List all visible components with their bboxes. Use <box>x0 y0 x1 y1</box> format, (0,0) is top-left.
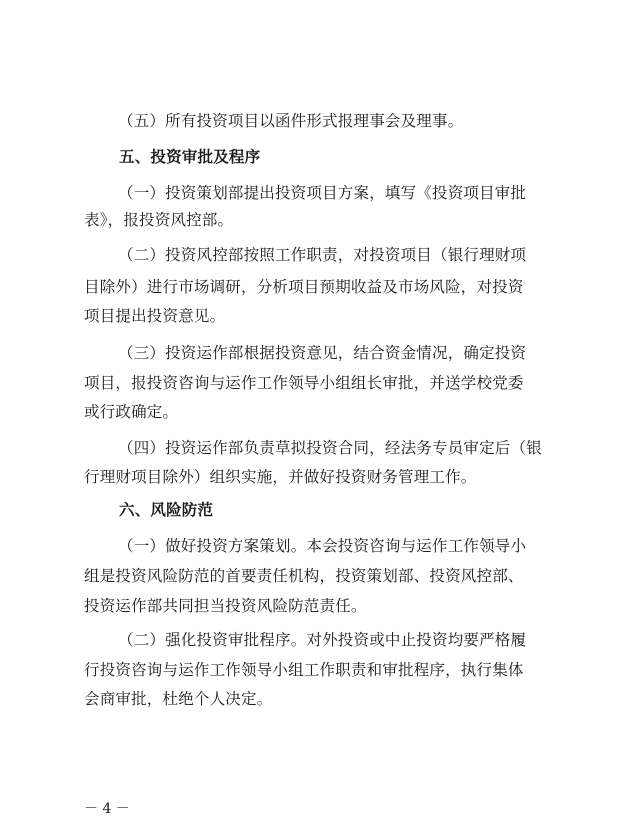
section-heading: 五、投资审批及程序 <box>119 148 261 166</box>
paragraph-line: （三）投资运作部根据投资意见，结合资金情况，确定投资 <box>118 344 527 362</box>
paragraph-line: 项目，报投资咨询与运作工作领导小组组长审批，并送学校党委 <box>84 374 524 392</box>
paragraph-line: （四）投资运作部负责草拟投资合同，经法务专员审定后（银 <box>118 439 542 457</box>
paragraph-line: （二）投资风控部按照工作职责，对投资项目（银行理财项 <box>118 246 527 264</box>
paragraph-line: 投资运作部共同担当投资风险防范责任。 <box>84 597 367 615</box>
paragraph-line: 行理财项目除外）组织实施，并做好投资财务管理工作。 <box>84 468 477 486</box>
paragraph-line: 目除外）进行市场调研，分析项目预期收益及市场风险，对投资 <box>84 278 524 296</box>
paragraph-line: （五）所有投资项目以函件形式报理事会及理事。 <box>118 112 464 130</box>
page-number: － 4 － <box>84 801 130 817</box>
paragraph-line: 会商审批，杜绝个人决定。 <box>84 690 273 708</box>
paragraph-line: 项目提出投资意见。 <box>84 307 226 325</box>
paragraph-line: 或行政确定。 <box>84 403 179 421</box>
paragraph-line: 组是投资风险防范的首要责任机构，投资策划部、投资风控部、 <box>84 567 524 585</box>
paragraph-line: 表》，报投资风控部。 <box>84 211 234 229</box>
section-heading: 六、风险防范 <box>119 501 214 519</box>
paragraph-line: （二）强化投资审批程序。对外投资或中止投资均要严格履 <box>118 631 527 649</box>
paragraph-line: （一）投资策划部提出投资项目方案，填写《投资项目审批 <box>118 184 527 202</box>
paragraph-line: 行投资咨询与运作工作领导小组工作职责和审批程序，执行集体 <box>84 661 524 679</box>
paragraph-line: （一）做好投资方案策划。本会投资咨询与运作工作领导小 <box>118 537 527 555</box>
